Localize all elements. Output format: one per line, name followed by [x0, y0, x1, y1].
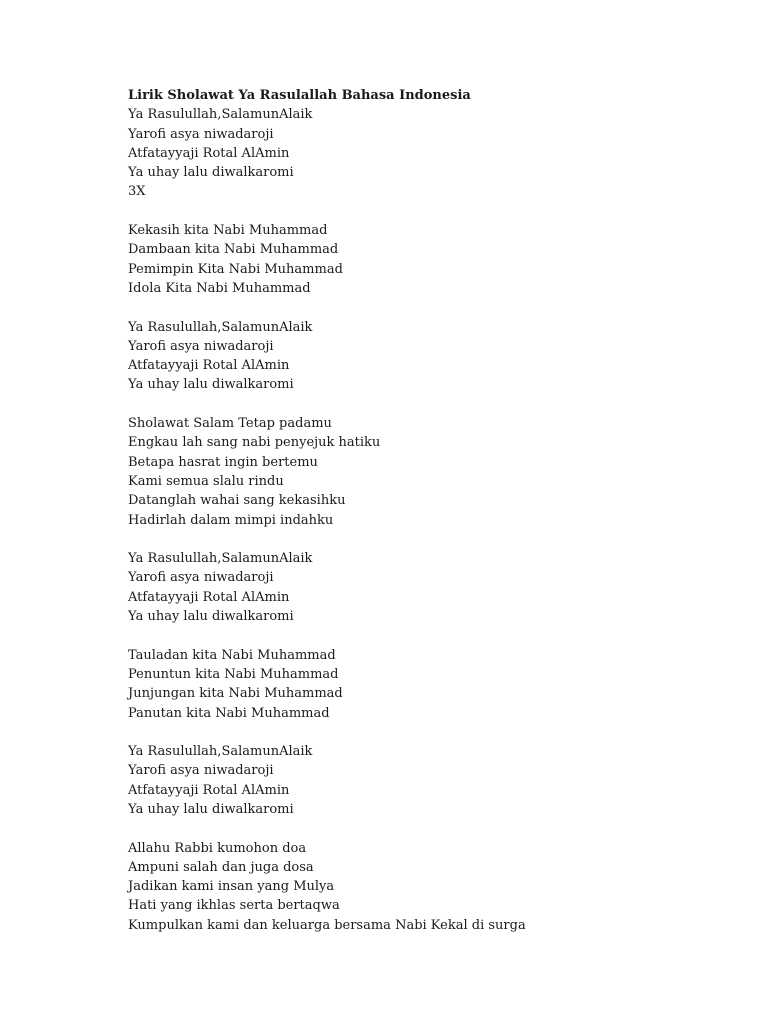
lyric-line: Ya Rasulullah,SalamunAlaik: [128, 551, 313, 567]
lyric-line: Penuntun kita Nabi Muhammad: [128, 666, 339, 682]
lyric-line: Hadirlah dalam mimpi indahku: [128, 512, 334, 528]
lyric-line: Ya uhay lalu diwalkaromi: [128, 377, 294, 393]
lyric-line: Kekasih kita Nabi Muhammad: [128, 223, 328, 239]
lyric-line: 3X: [128, 184, 146, 200]
stanza: [128, 414, 728, 530]
lyric-line: Atfatayyaji Rotal AlAmin: [128, 358, 290, 374]
lyric-line: Kumpulkan kami dan keluarga bersama Nabi Kekal di surga: [128, 917, 526, 933]
lyric-line: Yarofi asya niwadaroji: [128, 763, 274, 779]
lyric-line: Ampuni salah dan juga dosa: [128, 859, 314, 875]
lyric-line: Sholawat Salam Tetap padamu: [128, 416, 332, 432]
lyric-line: Yarofi asya niwadaroji: [128, 338, 274, 354]
stanza: [128, 839, 728, 935]
lyric-line: Atfatayyaji Rotal AlAmin: [128, 145, 290, 161]
stanza: [128, 549, 728, 626]
lyric-line: Kami semua slalu rindu: [128, 473, 284, 489]
lyric-line: Yarofi asya niwadaroji: [128, 570, 274, 586]
lyric-line: Idola Kita Nabi Muhammad: [128, 280, 311, 296]
lyric-line: Ya uhay lalu diwalkaromi: [128, 165, 294, 181]
stanza: [128, 646, 728, 723]
lyric-line: Ya Rasulullah,SalamunAlaik: [128, 319, 313, 335]
lyric-line: Pemimpin Kita Nabi Muhammad: [128, 261, 343, 277]
stanza: [128, 221, 728, 298]
lyric-line: Allahu Rabbi kumohon doa: [128, 840, 307, 856]
document-title: Lirik Sholawat Ya Rasulallah Bahasa Indonesia: [128, 88, 471, 103]
stanza: [128, 105, 728, 201]
document-content: [128, 86, 728, 954]
lyric-line: Dambaan kita Nabi Muhammad: [128, 242, 339, 258]
lyric-line: Hati yang ikhlas serta bertaqwa: [128, 898, 340, 914]
stanza: [128, 742, 728, 819]
lyric-line: Junjungan kita Nabi Muhammad: [128, 686, 343, 702]
lyric-line: Tauladan kita Nabi Muhammad: [128, 647, 336, 663]
lyric-line: Datanglah wahai sang kekasihku: [128, 493, 346, 509]
lyric-line: Ya Rasulullah,SalamunAlaik: [128, 107, 313, 123]
lyric-line: Jadikan kami insan yang Mulya: [128, 879, 335, 895]
lyric-line: Panutan kita Nabi Muhammad: [128, 705, 330, 721]
lyric-line: Ya uhay lalu diwalkaromi: [128, 609, 294, 625]
lyric-line: Atfatayyaji Rotal AlAmin: [128, 782, 290, 798]
lyric-line: Yarofi asya niwadaroji: [128, 126, 274, 142]
lyric-line: Betapa hasrat ingin bertemu: [128, 454, 318, 470]
lyric-line: Ya Rasulullah,SalamunAlaik: [128, 744, 313, 760]
lyric-line: Ya uhay lalu diwalkaromi: [128, 801, 294, 817]
stanza: [128, 318, 728, 395]
lyric-line: Atfatayyaji Rotal AlAmin: [128, 589, 290, 605]
lyric-line: Engkau lah sang nabi penyejuk hatiku: [128, 435, 381, 451]
